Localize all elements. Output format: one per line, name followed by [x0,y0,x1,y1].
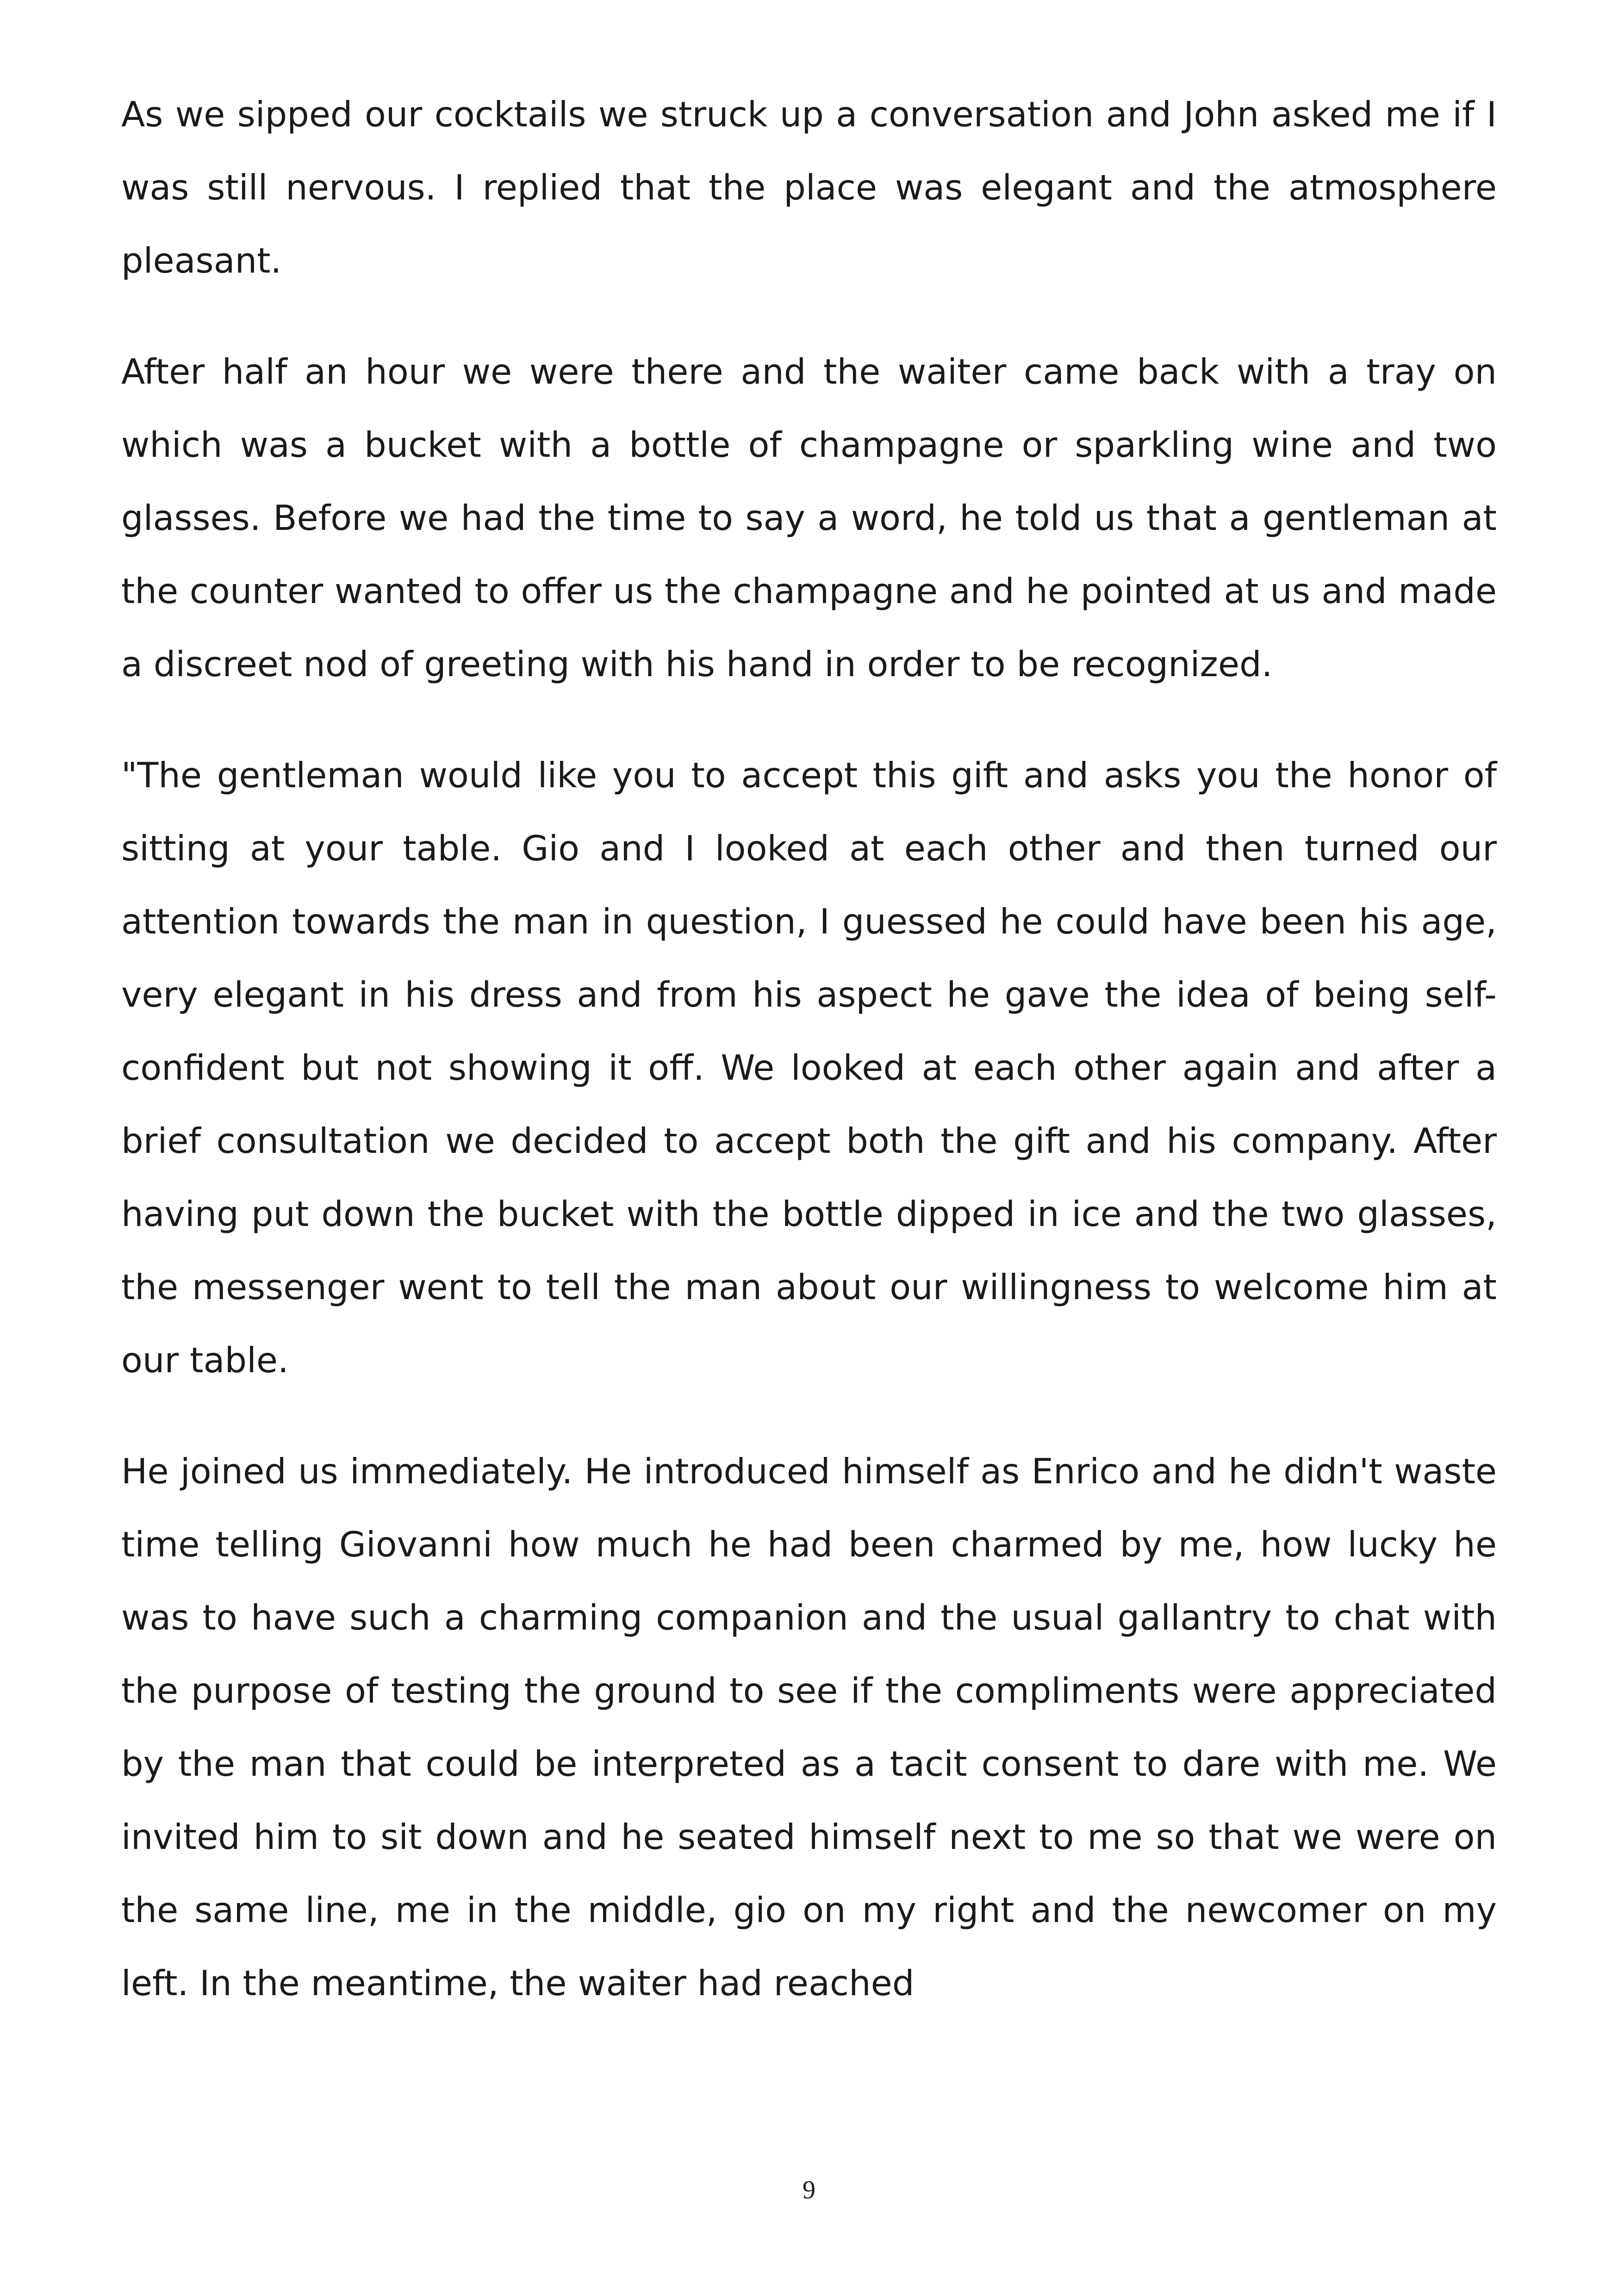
paragraph-3: "The gentleman would like you to accept this gift and asks you the honor of sitting at your table. Gio and I looked at each other and then turned our attention towards the man in question, I guessed he could have been his age, very elegant in his dress and from his aspect he gave the idea of being self-confident but not showing it off. We looked at each other again and after a brief consultation we decided to accept both the gift and his company. After having put down the bucket with the bottle dipped in ice and the two glasses, the messenger went to tell the man about our willingness to welcome him at our table. [121,755,1497,1381]
body-text [121,78,1497,2058]
paragraph-1: As we sipped our cocktails we struck up a conversation and John asked me if I was still nervous. I replied that the place was elegant and the atmosphere pleasant. [121,94,1497,281]
paragraph-4: He joined us immediately. He introduced himself as Enrico and he didn't waste time telling Giovanni how much he had been charmed by me, how lucky he was to have such a charming companion and the usual gallantry to chat with the purpose of testing the ground to see if the compliments were appreciated by the man that could be interpreted as a tacit consent to dare with me. We invited him to sit down and he seated himself next to me so that we were on the same line, me in the middle, gio on my right and the newcomer on my left. In the meantime, the waiter had reached [121,1451,1497,2004]
paragraph-2: After half an hour we were there and the waiter came back with a tray on which was a bucket with a bottle of champagne or sparkling wine and two glasses. Before we had the time to say a word, he told us that a gentleman at the counter wanted to offer us the champagne and he pointed at us and made a discreet nod of greeting with his hand in order to be recognized. [121,351,1497,684]
page-number: 9 [803,2176,815,2204]
